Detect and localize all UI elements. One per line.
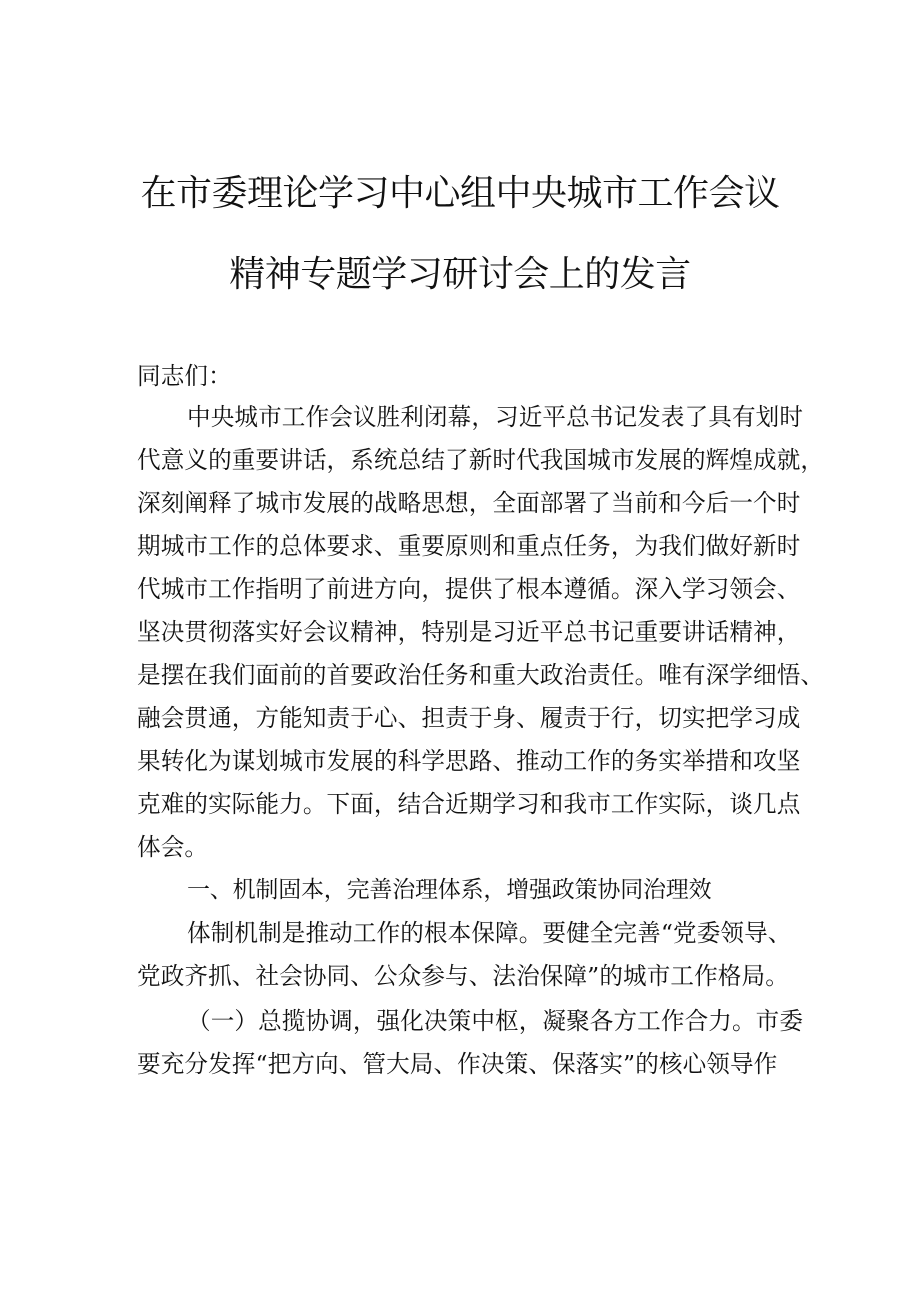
paragraph-1-line: 坚决贯彻落实好会议精神，特别是习近平总书记重要讲话精神， [137,618,801,646]
paragraph-2-line: 体制机制是推动工作的根本保障。要健全完善“党委领导、 [187,919,792,947]
paragraph-1-line: 体会。 [137,833,209,861]
paragraph-3-line: 要充分发挥“把方向、管大局、作决策、保落实”的核心领导作 [137,1050,778,1078]
paragraph-2-line: 党政齐抓、社会协同、公众参与、法治保障”的城市工作格局。 [137,962,789,990]
section-heading-1: 一、机制固本，完善治理体系，增强政策协同治理效 [187,877,712,903]
paragraph-1-line: 代意义的重要讲话，系统总结了新时代我国城市发展的辉煌成就， [137,446,825,474]
document-title-line-2: 精神专题学习研讨会上的发言 [229,254,691,295]
paragraph-1-line: 是摆在我们面前的首要政治任务和重大政治责任。唯有深学细悟、 [137,661,825,689]
paragraph-1-line: 中央城市工作会议胜利闭幕，习近平总书记发表了具有划时 [187,403,804,431]
paragraph-1-line: 果转化为谋划城市发展的科学思路、推动工作的务实举措和攻坚 [137,747,801,775]
document-title-line-1: 在市委理论学习中心组中央城市工作会议 [140,173,780,214]
paragraph-3-line: （一）总揽协调，强化决策中枢，凝聚各方工作合力。市委 [187,1007,804,1035]
paragraph-1-line: 期城市工作的总体要求、重要原则和重点任务，为我们做好新时 [137,532,801,560]
salutation: 同志们： [137,362,232,390]
paragraph-1-line: 克难的实际能力。下面，结合近期学习和我市工作实际，谈几点 [137,790,801,818]
paragraph-1-line: 代城市工作指明了前进方向，提供了根本遵循。深入学习领会、 [137,575,801,603]
paragraph-1-line: 深刻阐释了城市发展的战略思想，全面部署了当前和今后一个时 [137,489,801,517]
paragraph-1-line: 融会贯通，方能知责于心、担责于身、履责于行，切实把学习成 [137,704,801,732]
